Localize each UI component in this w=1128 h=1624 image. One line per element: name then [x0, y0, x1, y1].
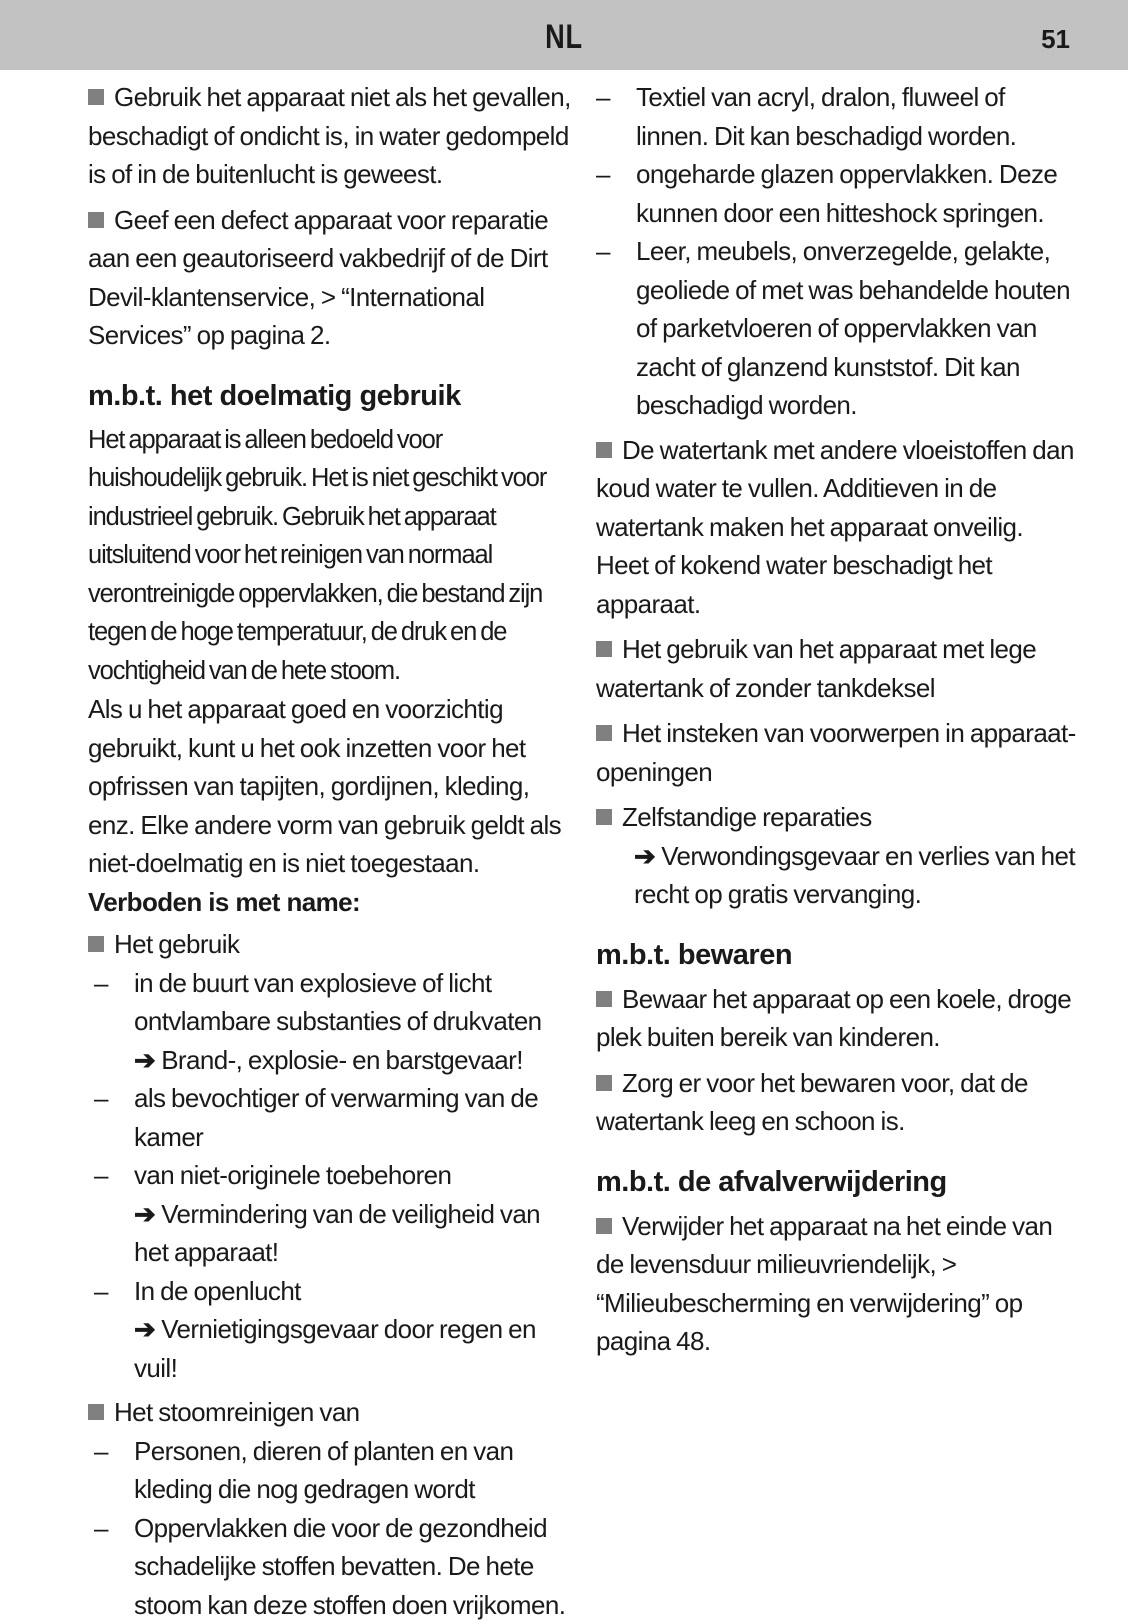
square-bullet-icon [88, 89, 104, 105]
subheading-forbidden: Verboden is met name: [88, 883, 573, 922]
warning-line: ➔ Vernietigingsgevaar door regen en vuil! [88, 1310, 573, 1387]
bullet-paragraph: Geef een defect apparaat voor reparatie aan een geautoriseerd vakbedrijf of de Dirt Devil-klantenservice, > “International Services” op pagina 2. [88, 201, 573, 355]
page-number: 51 [1041, 24, 1070, 55]
bullet-item: Het gebruik [88, 925, 573, 964]
body-paragraph: Het apparaat is alleen bedoeld voor huishoudelijk gebruik. Het is niet geschikt voor industrieel gebruik. Gebruik het apparaat uitsluitend voor het reinigen van normaal verontreinigde oppervlakken, die bestand zijn tegen de hoge temperatuur, de druk en de vochtigheid van de hete stoom. [88, 421, 573, 691]
bullet-paragraph: De watertank met andere vloeistoffen dan koud water te vullen. Additieven in de watertank maken het apparaat onveilig. Heet of kokend water beschadigt het apparaat. [596, 431, 1081, 624]
square-bullet-icon [88, 1404, 104, 1420]
dash-marker: – [94, 1156, 108, 1195]
square-bullet-icon [596, 809, 612, 825]
body-paragraph: Als u het apparaat goed en voorzichtig gebruikt, kunt u het ook inzetten voor het opfrissen van tapijten, gordijnen, kleding, enz. Elke andere vorm van gebruik geldt als niet-doelmatig en is niet toegestaan. [88, 690, 573, 883]
bullet-paragraph: Zelfstandige reparaties [596, 798, 1081, 837]
left-column [88, 78, 573, 1624]
dash-marker: – [94, 1432, 108, 1471]
dash-marker: – [94, 1272, 108, 1311]
bullet-paragraph: Gebruik het apparaat niet als het gevallen, beschadigt of ondicht is, in water gedompeld is of in de buitenlucht is geweest. [88, 78, 573, 194]
dash-marker: – [94, 964, 108, 1003]
warning-line: ➔ Verwondingsgevaar en verlies van het recht op gratis vervanging. [596, 837, 1081, 914]
bullet-paragraph: Verwijder het apparaat na het einde van de levensduur milieuvriendelijk, > “Milieubescherming en verwijdering” op pagina 48. [596, 1207, 1081, 1361]
square-bullet-icon [596, 991, 612, 1007]
page-header [0, 0, 1128, 70]
dash-item: – van niet-originele toebehoren [88, 1156, 573, 1195]
right-column [596, 78, 1081, 1368]
square-bullet-icon [596, 641, 612, 657]
dash-item: – Leer, meubels, onverzegelde, gelakte, geoliede of met was behandelde houten of parketvloeren of oppervlakken van zacht of glanzend kunststof. Dit kan beschadigd worden. [596, 232, 1081, 425]
dash-marker: – [94, 1509, 108, 1548]
dash-marker: – [94, 1079, 108, 1118]
warning-line: ➔ Brand-, explosie- en barstgevaar! [88, 1041, 573, 1080]
bullet-paragraph: Bewaar het apparaat op een koele, droge plek buiten bereik van kinderen. [596, 980, 1081, 1057]
language-code: NL [113, 18, 1015, 57]
square-bullet-icon [596, 1218, 612, 1234]
bullet-paragraph: Zorg er voor het bewaren voor, dat de watertank leeg en schoon is. [596, 1064, 1081, 1141]
section-heading-disposal: m.b.t. de afvalverwijdering [596, 1163, 1081, 1201]
arrow-icon: ➔ [634, 837, 655, 876]
bullet-paragraph: Het gebruik van het apparaat met lege watertank of zonder tankdeksel [596, 630, 1081, 707]
arrow-icon: ➔ [134, 1310, 155, 1349]
square-bullet-icon [88, 936, 104, 952]
section-heading-storage: m.b.t. bewaren [596, 936, 1081, 974]
dash-item: – in de buurt van explosieve of licht ontvlambare substanties of drukvaten [88, 964, 573, 1041]
bullet-item: Het stoomreinigen van [88, 1393, 573, 1432]
dash-item: – Personen, dieren of planten en van kleding die nog gedragen wordt [88, 1432, 573, 1509]
square-bullet-icon [596, 725, 612, 741]
arrow-icon: ➔ [134, 1195, 155, 1234]
dash-marker: – [596, 232, 610, 271]
square-bullet-icon [88, 212, 104, 228]
square-bullet-icon [596, 442, 612, 458]
dash-item: – als bevochtiger of verwarming van de kamer [88, 1079, 573, 1156]
dash-item: – Textiel van acryl, dralon, fluweel of linnen. Dit kan beschadigd worden. [596, 78, 1081, 155]
bullet-paragraph: Het insteken van voorwerpen in apparaat-openingen [596, 714, 1081, 791]
dash-marker: – [596, 155, 610, 194]
dash-item: – ongeharde glazen oppervlakken. Deze kunnen door een hitteshock springen. [596, 155, 1081, 232]
square-bullet-icon [596, 1075, 612, 1091]
dash-item: – Oppervlakken die voor de gezondheid schadelijke stoffen bevatten. De hete stoom kan deze stoffen doen vrijkomen. [88, 1509, 573, 1624]
arrow-icon: ➔ [134, 1041, 155, 1080]
dash-item: – In de openlucht [88, 1272, 573, 1311]
section-heading-intended-use: m.b.t. het doelmatig gebruik [88, 377, 573, 415]
warning-line: ➔ Vermindering van de veiligheid van het apparaat! [88, 1195, 573, 1272]
dash-marker: – [596, 78, 610, 117]
